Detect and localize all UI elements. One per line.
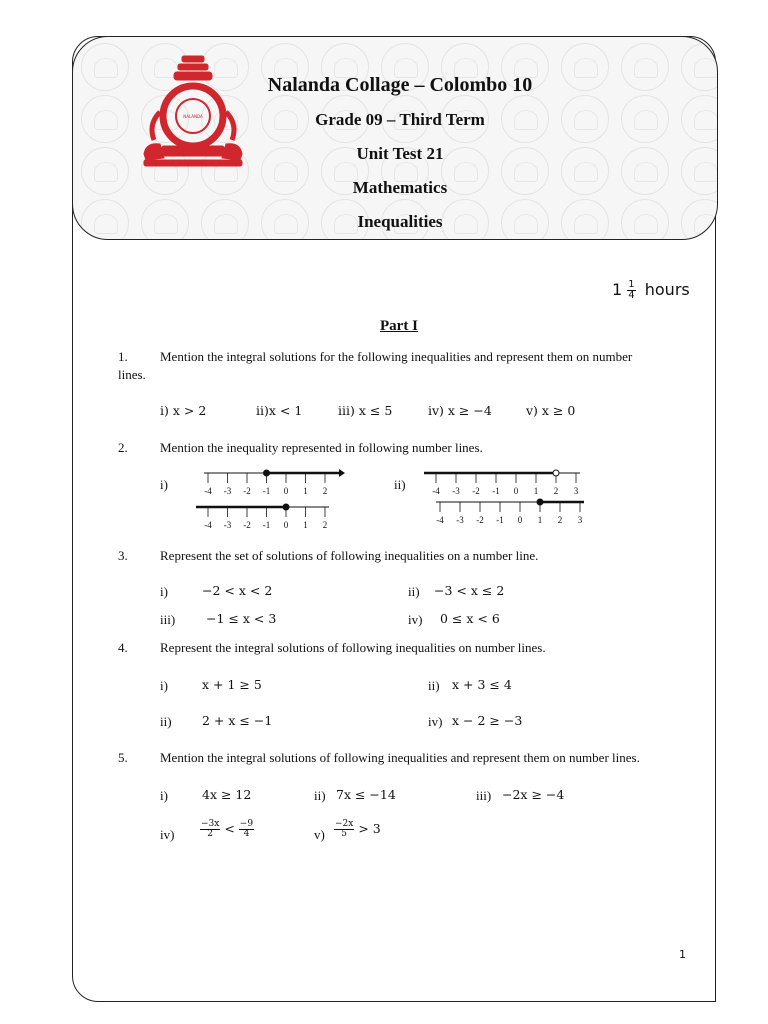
q5-item-i-label: i) (160, 788, 168, 803)
q5-item-v-expr (334, 820, 381, 839)
subject-title: Mathematics (352, 178, 448, 197)
q5-v-num1: −2x (335, 819, 354, 829)
q1-item-iv: iv) x ≥ −4 (428, 403, 492, 418)
duration-unit: hours (644, 280, 690, 299)
q5-item-ii-expr: 7x ≤ −14 (336, 787, 396, 802)
watermark-emblem (681, 199, 718, 240)
tick-label: -1 (262, 520, 271, 530)
tick-label: -4 (432, 486, 440, 496)
watermark-emblem (81, 147, 129, 195)
q2-number: 2. (118, 440, 128, 455)
tick-label: 2 (553, 486, 559, 496)
q4-item-i-label: i) (160, 678, 168, 693)
q5-item-iii-expr: −2x ≥ −4 (502, 787, 565, 802)
school-name: Nalanda Collage – Colombo 10 (267, 74, 533, 96)
watermark-emblem (141, 199, 189, 240)
q5-iv-den2: 4 (243, 829, 250, 839)
q3-item-iv-label: iv) (408, 612, 423, 627)
tick-label: -2 (243, 520, 251, 530)
tick-label: -3 (452, 486, 460, 496)
q5-text: Mention the integral solutions of following inequalities and represent them on number lines. (160, 750, 640, 765)
tick-label: 0 (513, 486, 519, 496)
watermark-emblem (681, 147, 718, 195)
q4-item-ii-label: ii) (428, 678, 440, 693)
q1-item-i: i) x > 2 (160, 403, 207, 418)
closed-dot (537, 499, 543, 505)
closed-dot (264, 470, 270, 476)
watermark-emblem (81, 95, 129, 143)
q5-iv-num1: −3x (201, 819, 220, 829)
tick-label: -4 (436, 515, 444, 525)
q5-item-iv-label: iv) (160, 827, 175, 842)
q5-v-fraction (334, 820, 354, 839)
q5-v-den1: 5 (341, 829, 348, 839)
open-dot (553, 470, 559, 476)
q5-iv-fraction-right (239, 820, 254, 839)
tick-label: 0 (283, 486, 289, 496)
unit-test-title: Unit Test 21 (356, 144, 444, 163)
duration (612, 280, 690, 301)
tick-label: -4 (204, 520, 212, 530)
topic-title: Inequalities (357, 212, 443, 231)
tick-label: -2 (243, 486, 251, 496)
watermark-emblem (81, 199, 129, 240)
tick-label: 1 (303, 486, 308, 496)
q3-item-iv-expr: 0 ≤ x < 6 (440, 611, 500, 626)
q3-item-ii-expr: −3 < x ≤ 2 (434, 583, 505, 598)
q4-number: 4. (118, 640, 128, 655)
q3-item-iii-label: iii) (160, 612, 176, 627)
q1-number: 1. (118, 349, 128, 364)
q4-item-i-expr: x + 1 ≥ 5 (202, 677, 262, 692)
q5-item-iv-expr (200, 820, 254, 839)
q2-label-ii: ii) (394, 477, 406, 492)
grade-term: Grade 09 – Third Term (315, 110, 485, 129)
q4-item-iv-label: iv) (428, 714, 443, 729)
q3-item-iii-expr: −1 ≤ x < 3 (206, 611, 277, 626)
arrow-head (339, 469, 345, 477)
q5-iv-num2: −9 (239, 819, 254, 829)
tick-label: 3 (577, 515, 583, 525)
number-line-set-ii (424, 462, 584, 534)
q5-iv-fraction-left (200, 820, 220, 839)
tick-label: -4 (204, 486, 212, 496)
q4-text: Represent the integral solutions of following inequalities on number lines. (160, 640, 546, 655)
tick-label: 1 (303, 520, 308, 530)
q5-item-v-label: v) (314, 827, 325, 842)
tick-label: -3 (223, 520, 232, 530)
watermark-emblem (621, 147, 669, 195)
q1-item-ii: ii)x < 1 (256, 403, 303, 418)
tick-label: -2 (472, 486, 480, 496)
q5-item-iii-label: iii) (476, 788, 492, 803)
q2-label-i: i) (160, 477, 168, 492)
q1-item-v: v) x ≥ 0 (526, 403, 576, 418)
tick-label: 3 (573, 486, 579, 496)
watermark-emblem (621, 43, 669, 91)
number-line-i-upper (204, 469, 345, 496)
q5-iv-den1: 2 (207, 829, 214, 839)
tick-label: -1 (262, 486, 271, 496)
tick-label: 0 (517, 515, 523, 525)
q3-number: 3. (118, 548, 128, 563)
q4-item-iv-expr: x − 2 ≥ −3 (452, 713, 523, 728)
watermark-emblem (681, 95, 718, 143)
tick-label: -2 (476, 515, 484, 525)
number-line-set-i (196, 462, 346, 534)
watermark-emblem (681, 43, 718, 91)
q3-item-i-label: i) (160, 584, 168, 599)
duration-whole: 1 (612, 280, 623, 299)
tick-label: 2 (557, 515, 563, 525)
number-line-i-lower (196, 503, 329, 530)
tick-label: 1 (537, 515, 543, 525)
number-line-ii-lower (436, 498, 584, 525)
tick-label: -3 (223, 486, 232, 496)
part-title: Part I (380, 318, 418, 334)
watermark-emblem (621, 199, 669, 240)
q4-item-ii-expr: x + 3 ≤ 4 (452, 677, 512, 692)
closed-dot (283, 504, 289, 510)
tick-label: -1 (496, 515, 504, 525)
svg-text:NALANDA: NALANDA (183, 114, 203, 119)
tick-label: 2 (322, 520, 328, 530)
tick-label: -1 (492, 486, 500, 496)
tick-label: 0 (283, 520, 289, 530)
q5-number: 5. (118, 750, 128, 765)
page-number: 1 (679, 948, 686, 961)
q4-item-iii-expr: 2 + x ≤ −1 (202, 713, 273, 728)
q1-item-iii: iii) x ≤ 5 (338, 403, 393, 418)
tick-label: 1 (533, 486, 539, 496)
tick-label: 2 (322, 486, 328, 496)
q4-item-iii-label: ii) (160, 714, 172, 729)
q5-v-relation: > 3 (358, 821, 381, 836)
q5-item-ii-label: ii) (314, 788, 326, 803)
q1-text: Mention the integral solutions for the following inequalities and represent them on number (160, 349, 633, 364)
q1-text-cont: lines. (118, 367, 146, 382)
duration-fraction (627, 280, 635, 301)
q5-item-i-expr: 4x ≥ 12 (202, 787, 252, 802)
tick-label: -3 (456, 515, 464, 525)
duration-fraction-num: 1 (628, 279, 635, 290)
number-line-ii-upper (424, 469, 580, 496)
watermark-emblem (621, 95, 669, 143)
q3-item-i-expr: −2 < x < 2 (202, 583, 273, 598)
watermark-emblem (81, 43, 129, 91)
duration-fraction-den: 4 (628, 290, 635, 301)
q5-iv-relation: < (224, 821, 235, 836)
q3-item-ii-label: ii) (408, 584, 420, 599)
q3-text: Represent the set of solutions of following inequalities on a number line. (160, 548, 539, 563)
q2-text: Mention the inequality represented in following number lines. (160, 440, 483, 455)
